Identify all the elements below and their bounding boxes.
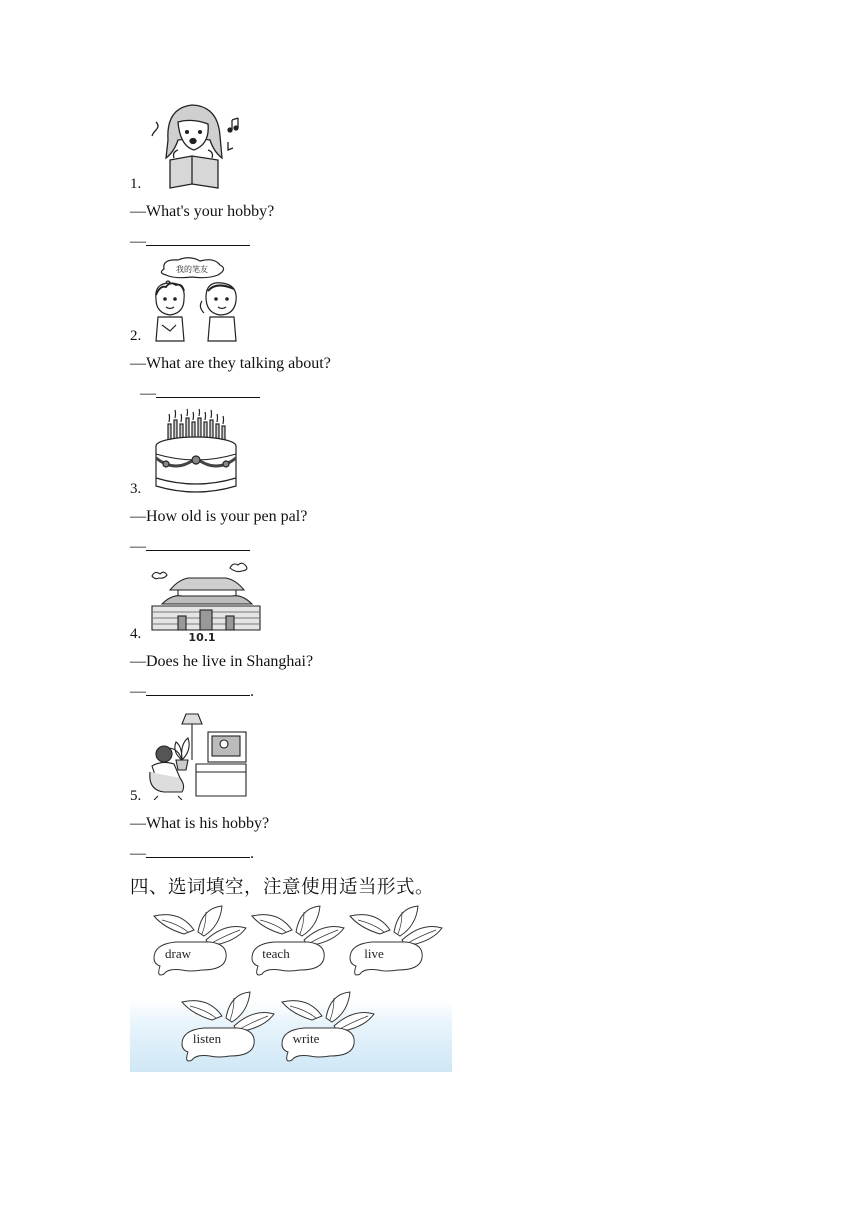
answer-prefix: — <box>130 845 146 862</box>
answer-blank[interactable] <box>146 231 250 246</box>
boy-watching-tv-picture <box>148 712 248 800</box>
item-5-answer[interactable] <box>130 843 254 863</box>
answer-blank[interactable] <box>156 383 260 398</box>
item-2-question: —What are they talking about? <box>130 355 331 372</box>
answer-blank[interactable] <box>146 843 250 858</box>
word-teach: teach <box>262 946 290 961</box>
section-4-title: 四、选词填空，注意使用适当形式。 <box>130 877 435 898</box>
item-3-number: 3. <box>130 481 142 497</box>
item-2-number: 2. <box>130 328 142 344</box>
word-bank-panel <box>130 900 452 1072</box>
item-2-answer[interactable] <box>140 383 260 403</box>
girl-singing-picture <box>148 100 244 192</box>
item-3-answer[interactable] <box>130 536 250 556</box>
answer-blank[interactable] <box>146 681 250 696</box>
item-4-number: 4. <box>130 626 142 642</box>
answer-prefix: — <box>140 385 156 402</box>
item-1-question: —What's your hobby? <box>130 203 275 220</box>
two-boys-talking-picture <box>148 255 244 345</box>
word-write: write <box>292 1031 320 1046</box>
answer-suffix: . <box>250 845 254 862</box>
item-4-question: —Does he live in Shanghai? <box>130 653 314 670</box>
birthday-cake-picture <box>152 408 242 496</box>
item-5-question: —What is his hobby? <box>130 815 270 832</box>
word-bank-leaves <box>130 900 452 1072</box>
item-4-answer[interactable] <box>130 681 254 701</box>
answer-prefix: — <box>130 538 146 555</box>
item-1-answer[interactable] <box>130 231 250 251</box>
word-live: live <box>364 946 384 961</box>
answer-prefix: — <box>130 683 146 700</box>
speech-bubble-text: 我的笔友 <box>176 265 208 274</box>
item-1-number: 1. <box>130 176 142 192</box>
date-label: 10.1 <box>188 631 216 644</box>
answer-suffix: . <box>250 683 254 700</box>
word-draw: draw <box>165 946 191 961</box>
answer-blank[interactable] <box>146 536 250 551</box>
answer-prefix: — <box>130 233 146 250</box>
word-listen: listen <box>192 1031 222 1046</box>
item-3-question: —How old is your pen pal? <box>130 508 308 525</box>
item-5-number: 5. <box>130 788 142 804</box>
tiananmen-picture <box>148 560 264 644</box>
